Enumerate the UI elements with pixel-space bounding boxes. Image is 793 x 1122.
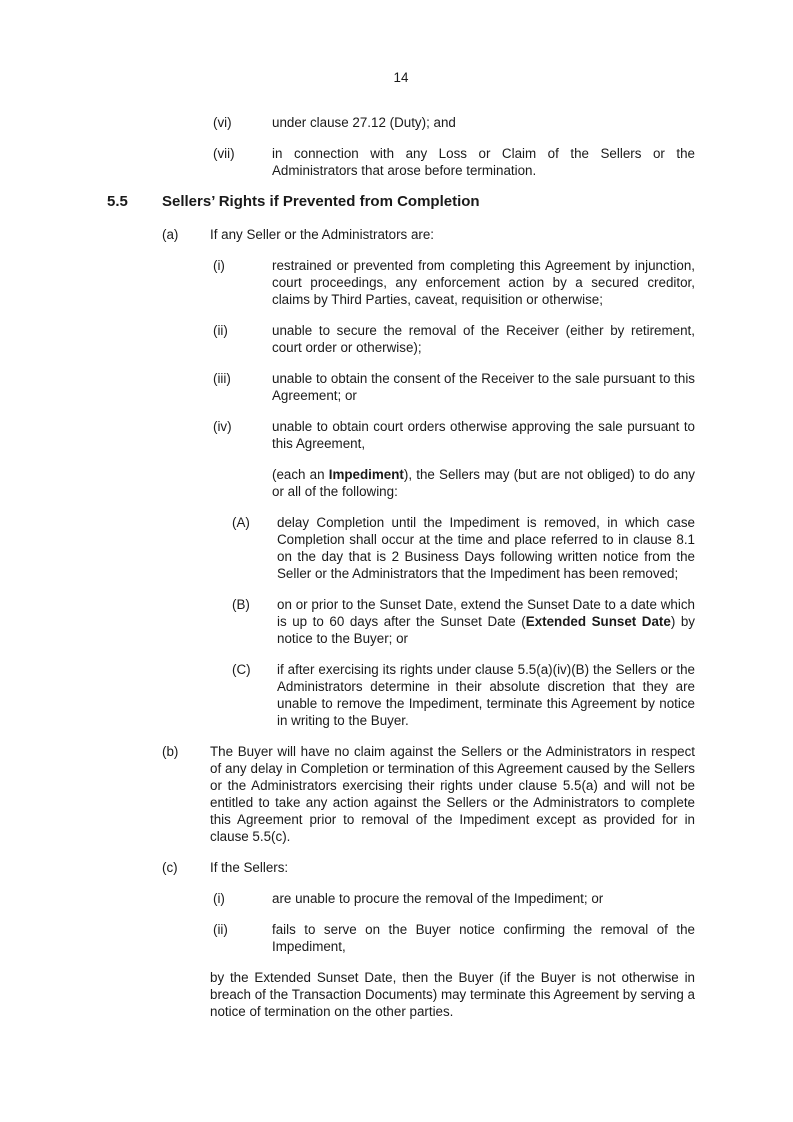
clause-text: If any Seller or the Administrators are: xyxy=(210,227,435,242)
clause-text xyxy=(272,466,695,500)
clause-text: fails to serve on the Buyer notice confirming the removal of the Impediment, xyxy=(272,922,695,954)
clause-label: (ii) xyxy=(213,922,228,937)
clause-text-segment: (each an xyxy=(272,467,329,482)
section-number: 5.5 xyxy=(107,193,128,210)
clause-item xyxy=(213,145,695,179)
clause-label: (A) xyxy=(232,515,250,530)
clause-item xyxy=(162,859,695,876)
clause-text xyxy=(277,596,695,647)
clause-item xyxy=(232,514,695,582)
clause-label: (ii) xyxy=(213,323,228,338)
clause-text: unable to obtain court orders otherwise approving the sale pursuant to this Agreement, xyxy=(272,419,695,451)
clause-text: If the Sellers: xyxy=(210,860,289,875)
clause-item xyxy=(213,921,695,955)
clause-label: (b) xyxy=(162,744,179,759)
clause-label: (C) xyxy=(232,662,251,677)
section-heading xyxy=(107,193,695,211)
clause-text: The Buyer will have no claim against the Sellers or the Administrators in respect of any delay in Completion or termination of this Agreement caused by the Sellers or the Administrators exercising their rights under clause 5.5(a) and will not be entitled to take any action against the Sellers or the Administrators to complete this Agreement prior to removal of the Impediment except as provided for in clause 5.5(c). xyxy=(210,744,695,844)
clause-label: (vii) xyxy=(213,146,235,161)
clause-item xyxy=(213,418,695,452)
clause-text: restrained or prevented from completing this Agreement by injunction, court proceedings, any enforcement action by a secured creditor, claims by Third Parties, caveat, requisition or otherwise; xyxy=(272,258,695,307)
clause-text-segment: ), the Sellers may (but are not obliged) to do any or all of the following: xyxy=(272,467,695,499)
clause-label: (c) xyxy=(162,860,178,875)
clause-text-segment: on or prior to the Sunset Date, extend the Sunset Date to a date which is up to 60 days after the Sunset Date ( xyxy=(277,597,695,629)
clause-item xyxy=(213,322,695,356)
clause-text: by the Extended Sunset Date, then the Buyer (if the Buyer is not otherwise in breach of the Transaction Documents) may terminate this Agreement by serving a notice of termination on the other parties. xyxy=(210,970,695,1019)
clause-label: (vi) xyxy=(213,115,232,130)
clause-label: (iv) xyxy=(213,419,232,434)
clause-item xyxy=(232,596,695,647)
clause-text: unable to obtain the consent of the Receiver to the sale pursuant to this Agreement; or xyxy=(272,371,695,403)
clause-label: (a) xyxy=(162,227,179,242)
clause-item xyxy=(162,743,695,845)
clause-paragraph xyxy=(272,466,695,500)
clause-text-segment: ) by notice to the Buyer; or xyxy=(277,614,695,646)
clause-paragraph xyxy=(210,969,695,1020)
clause-text: under clause 27.12 (Duty); and xyxy=(272,115,456,130)
clause-label: (B) xyxy=(232,597,250,612)
clause-item xyxy=(213,890,695,907)
defined-term: Extended Sunset Date xyxy=(525,614,671,629)
clause-item xyxy=(232,661,695,729)
clause-label: (i) xyxy=(213,258,225,273)
clause-item xyxy=(162,226,695,243)
clause-label: (i) xyxy=(213,891,225,906)
clause-text: delay Completion until the Impediment is removed, in which case Completion shall occur at the time and place referred to in clause 8.1 on the day that is 2 Business Days following written notice from the Seller or the Administrators that the Impediment has been removed; xyxy=(277,515,695,581)
clause-text: are unable to procure the removal of the Impediment; or xyxy=(272,891,604,906)
clause-list xyxy=(107,114,695,1020)
clause-label: (iii) xyxy=(213,371,231,386)
clause-text: if after exercising its rights under clause 5.5(a)(iv)(B) the Sellers or the Administrators determine in their absolute discretion that they are unable to remove the Impediment, terminate this Agreement by notice in writing to the Buyer. xyxy=(277,662,695,728)
clause-item xyxy=(213,370,695,404)
clause-text: unable to secure the removal of the Receiver (either by retirement, court order or otherwise); xyxy=(272,323,695,355)
clause-item xyxy=(213,257,695,308)
page-number: 14 xyxy=(393,70,409,85)
clause-item xyxy=(213,114,695,131)
clause-text: in connection with any Loss or Claim of the Sellers or the Administrators that arose before termination. xyxy=(272,146,695,178)
defined-term: Impediment xyxy=(328,467,404,482)
section-title: Sellers’ Rights if Prevented from Completion xyxy=(162,193,480,210)
